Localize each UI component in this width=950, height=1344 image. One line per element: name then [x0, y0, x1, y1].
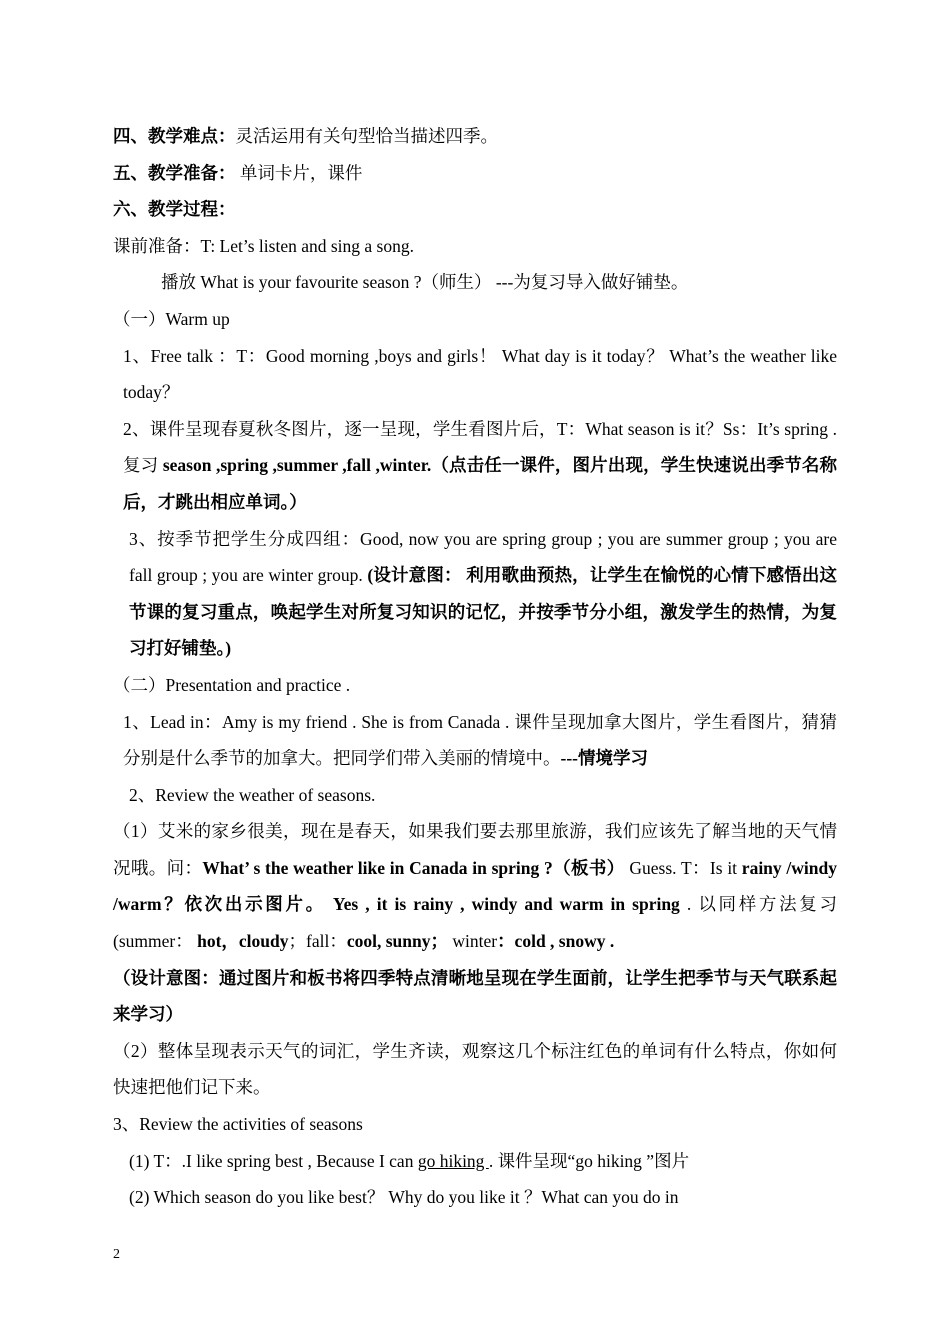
heading-presentation-practice [113, 667, 837, 704]
text-run: （设计意图：通过图片和板书将四季特点清晰地呈现在学生面前，让学生把季节与天气联系起来学习） [113, 967, 837, 1025]
pre-class-preparation [113, 228, 837, 265]
text-run: go hiking [417, 1150, 489, 1171]
page-number: 2 [113, 1247, 120, 1262]
text-run: 播放 What is your favourite season ?（师生） ---为复习导入做好铺垫。 [161, 272, 689, 293]
document-body [113, 118, 837, 1216]
text-run: season ,spring ,summer ,fall ,winter.（点击任一课件，图片出现，学生快速说出季节名称后，才跳出相应单词。） [123, 455, 838, 512]
text-run: (1) T：.I like spring best , Because I can [129, 1150, 418, 1171]
section-teaching-process [113, 191, 837, 228]
step-lead-in [113, 704, 837, 777]
text-run: （一）Warm up [113, 308, 230, 329]
text-run: (2) Which season do you like best？ Why do you like it ？What can you do in [129, 1187, 679, 1208]
substep-weather-canada [113, 813, 837, 959]
text-run: 1、Free talk ：T：Good morning ,boys and girls！ What day is it today？ What’s the weather like today？ [123, 345, 837, 403]
text-run: . 以同样方法复习(summer： [113, 894, 838, 952]
text-run: winter [447, 931, 498, 952]
text-run: ；fall： [288, 931, 347, 952]
text-run: What’ s the weather like in Canada in spring ?（板书） [202, 857, 625, 878]
substep-go-hiking [113, 1143, 837, 1180]
text-run: ：cold , snowy . [497, 931, 615, 952]
text-run: ---情境学习 [560, 748, 648, 769]
text-run: 课前准备：T: Let’s listen and sing a song. [113, 235, 414, 256]
step-free-talk [113, 338, 837, 411]
text-run: 2、Review the weather of seasons. [129, 784, 376, 805]
substep-which-season [113, 1179, 837, 1216]
text-run: 2、课件呈现春夏秋冬图片，逐一呈现，学生看图片后，T：What season is it？Ss：It’s spring .复习 [123, 418, 837, 476]
step-season-groups [113, 521, 837, 667]
text-run: . 课件呈现“go hiking ”图片 [488, 1150, 690, 1171]
text-run: 1、Lead in：Amy is my friend . She is from Canada . 课件呈现加拿大图片，学生看图片，猜猜分别是什么季节的加拿大。把同学们带入美丽的情境中。 [123, 711, 837, 769]
text-run: 四、教学难点： [113, 126, 236, 146]
section-teaching-preparation [113, 155, 837, 192]
text-run: rainy /windy /warm？依次出示图片。 Yes , it is rainy , windy and warm in spring [113, 857, 837, 915]
text-run: cool, sunny； [346, 931, 448, 952]
text-run: 单词卡片，课件 [235, 162, 363, 183]
step-review-weather [113, 777, 837, 814]
text-run: Guess. T：Is it [624, 857, 742, 878]
substep-weather-words [113, 1033, 837, 1106]
step-review-activities [113, 1106, 837, 1143]
section-teaching-difficulty [113, 118, 837, 155]
text-run: 3、按季节把学生分成四组：Good, now you are spring group ; you are summer group ; you are fall group ; you are winter group. [129, 528, 837, 586]
text-run: (设计意图： 利用歌曲预热，让学生在愉悦的心情下感悟出这节课的复习重点，唤起学生对所复习知识的记忆，并按季节分小组，激发学生的热情，为复习打好铺垫。) [129, 565, 838, 659]
heading-warm-up [113, 301, 837, 338]
text-run: （1）艾米的家乡很美，现在是春天，如果我们要去那里旅游，我们应该先了解当地的天气情况哦。问： [113, 821, 837, 878]
design-intent-note [113, 960, 837, 1033]
text-run: hot，cloudy [197, 931, 289, 952]
play-song-line [113, 264, 837, 301]
text-run: （2）整体呈现表示天气的词汇，学生齐读，观察这几个标注红色的单词有什么特点，你如何快速把他们记下来。 [113, 1040, 837, 1098]
text-run: （二）Presentation and practice . [113, 674, 351, 695]
text-run: 六、教学过程： [113, 199, 236, 220]
text-run: 3、Review the activities of seasons [113, 1114, 363, 1135]
text-run: 五、教学准备： [113, 162, 236, 183]
step-season-pictures [113, 411, 837, 521]
text-run: 灵活运用有关句型恰当描述四季。 [235, 126, 498, 146]
